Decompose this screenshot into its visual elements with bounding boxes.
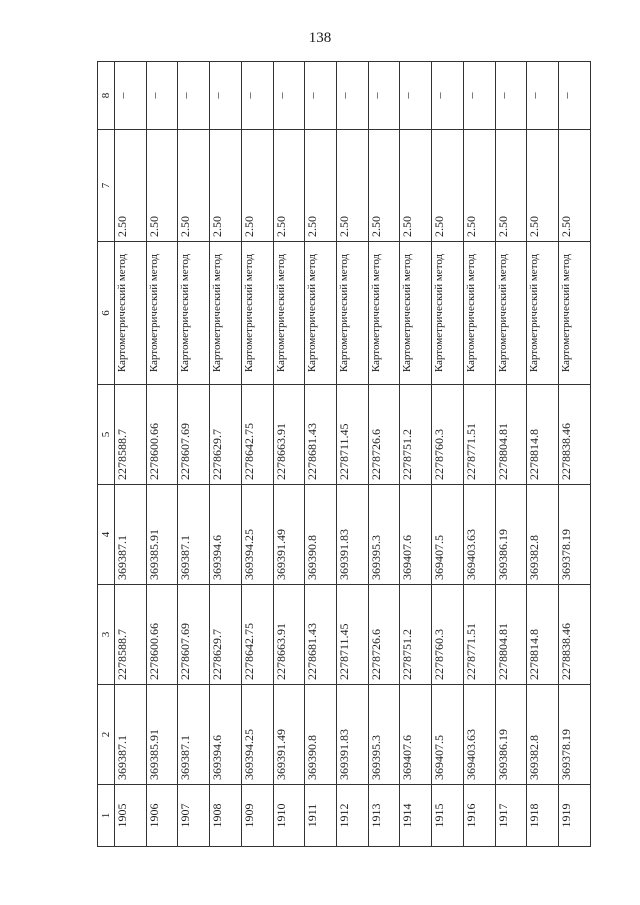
table-row xyxy=(146,62,178,847)
note-cell: – xyxy=(400,62,432,130)
column-header-5: 5 xyxy=(98,385,115,485)
x-coordinate-cell: 369407.6 xyxy=(400,485,432,585)
x-coordinate-cell: 369385.91 xyxy=(146,485,178,585)
method-cell: Картометрический метод xyxy=(527,242,559,385)
table-row xyxy=(305,62,337,847)
page-number: 138 xyxy=(308,30,332,46)
table-body xyxy=(115,62,591,847)
point-number-cell: 1908 xyxy=(210,785,242,847)
y-coordinate-cell: 2278607.69 xyxy=(178,385,210,485)
x-coordinate-cell: 369390.8 xyxy=(305,685,337,785)
y-coordinate-cell: 2278642.75 xyxy=(241,585,273,685)
accuracy-cell: 2.50 xyxy=(400,130,432,242)
method-cell: Картометрический метод xyxy=(432,242,464,385)
y-coordinate-cell: 2278663.91 xyxy=(273,585,305,685)
accuracy-cell: 2.50 xyxy=(115,130,147,242)
point-number-cell: 1915 xyxy=(432,785,464,847)
note-cell: – xyxy=(527,62,559,130)
point-number-cell: 1919 xyxy=(559,785,591,847)
y-coordinate-cell: 2278681.43 xyxy=(305,385,337,485)
column-header-8: 8 xyxy=(98,62,115,130)
accuracy-cell: 2.50 xyxy=(527,130,559,242)
note-cell: – xyxy=(178,62,210,130)
y-coordinate-cell: 2278600.66 xyxy=(146,585,178,685)
method-cell: Картометрический метод xyxy=(368,242,400,385)
note-cell: – xyxy=(337,62,369,130)
point-number-cell: 1913 xyxy=(368,785,400,847)
accuracy-cell: 2.50 xyxy=(241,130,273,242)
point-number-cell: 1914 xyxy=(400,785,432,847)
accuracy-cell: 2.50 xyxy=(337,130,369,242)
x-coordinate-cell: 369391.83 xyxy=(337,685,369,785)
y-coordinate-cell: 2278760.3 xyxy=(432,585,464,685)
accuracy-cell: 2.50 xyxy=(432,130,464,242)
method-cell: Картометрический метод xyxy=(115,242,147,385)
table-row xyxy=(400,62,432,847)
accuracy-cell: 2.50 xyxy=(305,130,337,242)
method-cell: Картометрический метод xyxy=(559,242,591,385)
y-coordinate-cell: 2278726.6 xyxy=(368,585,400,685)
method-cell: Картометрический метод xyxy=(178,242,210,385)
column-header-6: 6 xyxy=(98,242,115,385)
x-coordinate-cell: 369387.1 xyxy=(178,485,210,585)
note-cell: – xyxy=(146,62,178,130)
point-number-cell: 1906 xyxy=(146,785,178,847)
y-coordinate-cell: 2278711.45 xyxy=(337,385,369,485)
table-row xyxy=(115,62,147,847)
x-coordinate-cell: 369394.6 xyxy=(210,485,242,585)
note-cell: – xyxy=(305,62,337,130)
method-cell: Картометрический метод xyxy=(495,242,527,385)
y-coordinate-cell: 2278588.7 xyxy=(115,385,147,485)
y-coordinate-cell: 2278600.66 xyxy=(146,385,178,485)
method-cell: Картометрический метод xyxy=(273,242,305,385)
y-coordinate-cell: 2278771.51 xyxy=(463,585,495,685)
table-row xyxy=(273,62,305,847)
x-coordinate-cell: 369403.63 xyxy=(463,485,495,585)
column-header-7: 7 xyxy=(98,130,115,242)
x-coordinate-cell: 369386.19 xyxy=(495,685,527,785)
accuracy-cell: 2.50 xyxy=(559,130,591,242)
y-coordinate-cell: 2278751.2 xyxy=(400,385,432,485)
y-coordinate-cell: 2278838.46 xyxy=(559,385,591,485)
y-coordinate-cell: 2278681.43 xyxy=(305,585,337,685)
method-cell: Картометрический метод xyxy=(305,242,337,385)
y-coordinate-cell: 2278629.7 xyxy=(210,585,242,685)
x-coordinate-cell: 369385.91 xyxy=(146,685,178,785)
point-number-cell: 1909 xyxy=(241,785,273,847)
y-coordinate-cell: 2278663.91 xyxy=(273,385,305,485)
y-coordinate-cell: 2278814.8 xyxy=(527,385,559,485)
y-coordinate-cell: 2278726.6 xyxy=(368,385,400,485)
header-row xyxy=(98,62,115,847)
x-coordinate-cell: 369391.49 xyxy=(273,685,305,785)
accuracy-cell: 2.50 xyxy=(368,130,400,242)
y-coordinate-cell: 2278760.3 xyxy=(432,385,464,485)
accuracy-cell: 2.50 xyxy=(178,130,210,242)
column-header-1: 1 xyxy=(98,785,115,847)
x-coordinate-cell: 369391.83 xyxy=(337,485,369,585)
table-row xyxy=(241,62,273,847)
x-coordinate-cell: 369395.3 xyxy=(368,685,400,785)
table-row xyxy=(463,62,495,847)
note-cell: – xyxy=(273,62,305,130)
accuracy-cell: 2.50 xyxy=(273,130,305,242)
y-coordinate-cell: 2278711.45 xyxy=(337,585,369,685)
x-coordinate-cell: 369382.8 xyxy=(527,485,559,585)
x-coordinate-cell: 369378.19 xyxy=(559,485,591,585)
y-coordinate-cell: 2278804.81 xyxy=(495,385,527,485)
y-coordinate-cell: 2278814.8 xyxy=(527,585,559,685)
x-coordinate-cell: 369394.25 xyxy=(241,685,273,785)
point-number-cell: 1916 xyxy=(463,785,495,847)
method-cell: Картометрический метод xyxy=(146,242,178,385)
table-row xyxy=(527,62,559,847)
y-coordinate-cell: 2278751.2 xyxy=(400,585,432,685)
x-coordinate-cell: 369403.63 xyxy=(463,685,495,785)
column-header-4: 4 xyxy=(98,485,115,585)
table-row xyxy=(368,62,400,847)
method-cell: Картометрический метод xyxy=(210,242,242,385)
accuracy-cell: 2.50 xyxy=(463,130,495,242)
y-coordinate-cell: 2278607.69 xyxy=(178,585,210,685)
accuracy-cell: 2.50 xyxy=(210,130,242,242)
y-coordinate-cell: 2278588.7 xyxy=(115,585,147,685)
y-coordinate-cell: 2278838.46 xyxy=(559,585,591,685)
table-row xyxy=(495,62,527,847)
accuracy-cell: 2.50 xyxy=(495,130,527,242)
column-header-2: 2 xyxy=(98,685,115,785)
x-coordinate-cell: 369391.49 xyxy=(273,485,305,585)
x-coordinate-cell: 369378.19 xyxy=(559,685,591,785)
method-cell: Картометрический метод xyxy=(400,242,432,385)
coordinates-table xyxy=(97,61,591,847)
point-number-cell: 1907 xyxy=(178,785,210,847)
note-cell: – xyxy=(115,62,147,130)
point-number-cell: 1912 xyxy=(337,785,369,847)
table-row xyxy=(178,62,210,847)
table-row xyxy=(210,62,242,847)
x-coordinate-cell: 369387.1 xyxy=(178,685,210,785)
y-coordinate-cell: 2278629.7 xyxy=(210,385,242,485)
point-number-cell: 1918 xyxy=(527,785,559,847)
x-coordinate-cell: 369407.5 xyxy=(432,685,464,785)
note-cell: – xyxy=(463,62,495,130)
point-number-cell: 1905 xyxy=(115,785,147,847)
y-coordinate-cell: 2278804.81 xyxy=(495,585,527,685)
x-coordinate-cell: 369407.5 xyxy=(432,485,464,585)
method-cell: Картометрический метод xyxy=(241,242,273,385)
note-cell: – xyxy=(368,62,400,130)
y-coordinate-cell: 2278771.51 xyxy=(463,385,495,485)
x-coordinate-cell: 369382.8 xyxy=(527,685,559,785)
method-cell: Картометрический метод xyxy=(463,242,495,385)
y-coordinate-cell: 2278642.75 xyxy=(241,385,273,485)
accuracy-cell: 2.50 xyxy=(146,130,178,242)
x-coordinate-cell: 369386.19 xyxy=(495,485,527,585)
x-coordinate-cell: 369394.25 xyxy=(241,485,273,585)
x-coordinate-cell: 369394.6 xyxy=(210,685,242,785)
point-number-cell: 1910 xyxy=(273,785,305,847)
note-cell: – xyxy=(559,62,591,130)
x-coordinate-cell: 369407.6 xyxy=(400,685,432,785)
rotated-table-wrapper xyxy=(97,62,591,847)
note-cell: – xyxy=(432,62,464,130)
x-coordinate-cell: 369387.1 xyxy=(115,485,147,585)
note-cell: – xyxy=(210,62,242,130)
column-header-3: 3 xyxy=(98,585,115,685)
method-cell: Картометрический метод xyxy=(337,242,369,385)
x-coordinate-cell: 369390.8 xyxy=(305,485,337,585)
note-cell: – xyxy=(241,62,273,130)
point-number-cell: 1917 xyxy=(495,785,527,847)
note-cell: – xyxy=(495,62,527,130)
point-number-cell: 1911 xyxy=(305,785,337,847)
x-coordinate-cell: 369387.1 xyxy=(115,685,147,785)
table-row xyxy=(337,62,369,847)
table-row xyxy=(559,62,591,847)
x-coordinate-cell: 369395.3 xyxy=(368,485,400,585)
table-row xyxy=(432,62,464,847)
